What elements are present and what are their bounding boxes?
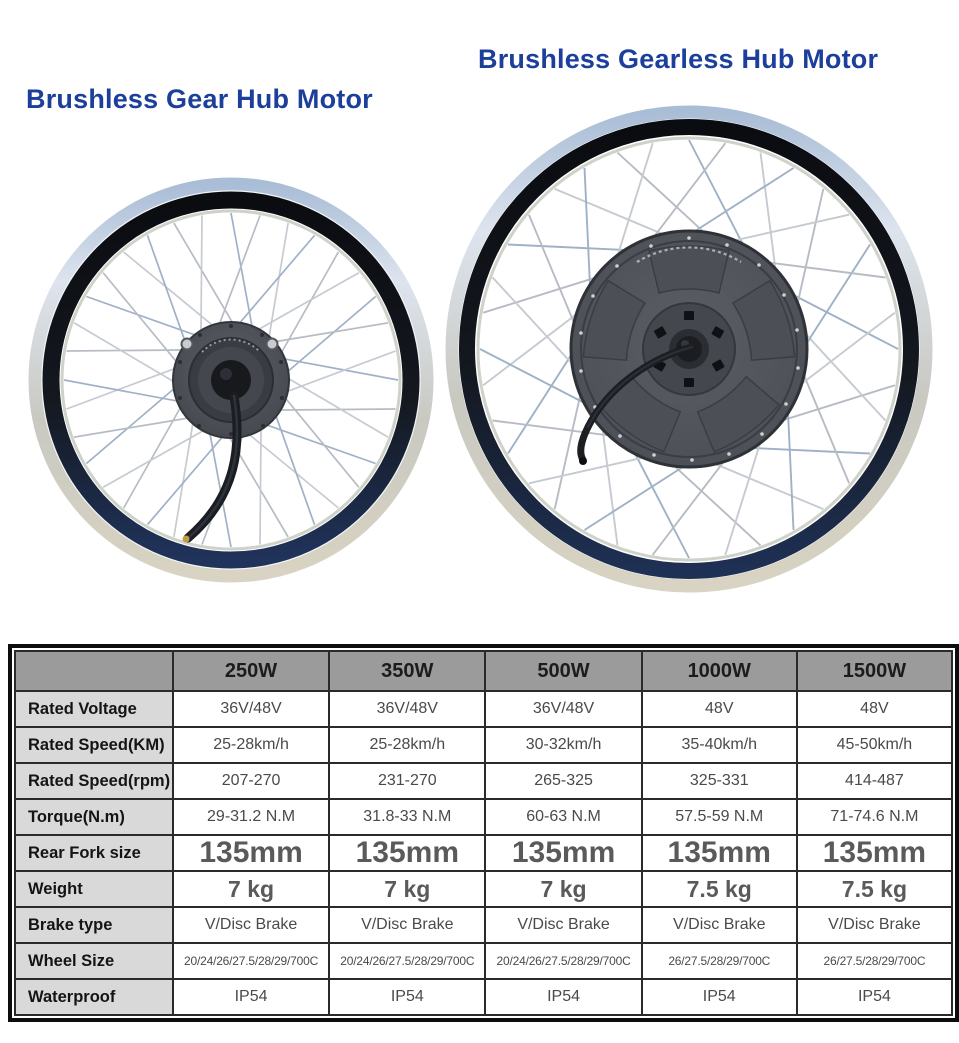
row-label: Brake type [15,907,173,943]
spec-cell: 26/27.5/28/29/700C [642,943,797,979]
spec-cell: V/Disc Brake [173,907,329,943]
spec-cell: 265-325 [485,763,641,799]
row-label: Waterproof [15,979,173,1015]
spec-cell: V/Disc Brake [797,907,952,943]
cable-connector-tip [183,536,190,543]
spec-cell: IP54 [485,979,641,1015]
row-label: Rated Speed(rpm) [15,763,173,799]
spec-cell: 35-40km/h [642,727,797,763]
table-row-rear-fork-size [15,835,952,871]
spec-cell: 325-331 [642,763,797,799]
table-row-wheel-size [15,943,952,979]
table-row-torque [15,799,952,835]
gear-hub-wheel-image [16,176,446,596]
spec-cell: 414-487 [797,763,952,799]
table-row-brake-type [15,907,952,943]
spec-cell: 25-28km/h [329,727,485,763]
spec-cell: V/Disc Brake [642,907,797,943]
spec-cell: 60-63 N.M [485,799,641,835]
spec-cell: 31.8-33 N.M [329,799,485,835]
column-header-1500w: 1500W [797,651,952,691]
spec-cell: 135mm [485,835,641,871]
spec-cell: 231-270 [329,763,485,799]
spec-cell: 25-28km/h [173,727,329,763]
row-label: Weight [15,871,173,907]
header-empty-cell [15,651,173,691]
header-row [15,651,952,691]
row-label: Rated Speed(KM) [15,727,173,763]
row-label: Wheel Size [15,943,173,979]
table-row-rated-voltage [15,691,952,727]
row-label: Torque(N.m) [15,799,173,835]
gear-hub-title: Brushless Gear Hub Motor [26,84,373,114]
spec-cell: IP54 [329,979,485,1015]
spec-cell: 135mm [642,835,797,871]
spec-cell: 7 kg [173,871,329,907]
spec-cell: 57.5-59 N.M [642,799,797,835]
gear-hub-motor [173,322,289,438]
table-row-weight [15,871,952,907]
spec-cell: 135mm [329,835,485,871]
spec-cell: 7.5 kg [797,871,952,907]
spec-cell: IP54 [642,979,797,1015]
spec-cell: 7 kg [485,871,641,907]
spec-cell: 36V/48V [329,691,485,727]
gear-hub-wheel-svg [16,176,446,596]
spec-cell: 20/24/26/27.5/28/29/700C [173,943,329,979]
spec-cell: 71-74.6 N.M [797,799,952,835]
table-row-rated-speed-km [15,727,952,763]
spec-cell: 207-270 [173,763,329,799]
gearless-hub-wheel-svg [437,97,942,602]
column-header-500w: 500W [485,651,641,691]
spec-table [8,644,959,1022]
spec-cell: 36V/48V [173,691,329,727]
spec-cell: 45-50km/h [797,727,952,763]
spec-cell: 20/24/26/27.5/28/29/700C [329,943,485,979]
row-label: Rear Fork size [15,835,173,871]
cable-end [579,457,587,465]
spec-cell: V/Disc Brake [329,907,485,943]
spec-cell: V/Disc Brake [485,907,641,943]
spec-cell: 20/24/26/27.5/28/29/700C [485,943,641,979]
column-header-350w: 350W [329,651,485,691]
spec-cell: 29-31.2 N.M [173,799,329,835]
spec-cell: 135mm [173,835,329,871]
gearless-hub-title: Brushless Gearless Hub Motor [478,44,879,74]
spec-cell: 48V [642,691,797,727]
spec-cell: 30-32km/h [485,727,641,763]
spec-cell: 7.5 kg [642,871,797,907]
spec-cell: 36V/48V [485,691,641,727]
spec-cell: IP54 [173,979,329,1015]
spec-cell: IP54 [797,979,952,1015]
table-row-waterproof [15,979,952,1015]
row-label: Rated Voltage [15,691,173,727]
column-header-1000w: 1000W [642,651,797,691]
table-row-rated-speed-rpm [15,763,952,799]
spec-cell: 135mm [797,835,952,871]
gearless-hub-wheel-image [437,97,942,602]
spec-cell: 7 kg [329,871,485,907]
column-header-250w: 250W [173,651,329,691]
spec-cell: 48V [797,691,952,727]
spec-cell: 26/27.5/28/29/700C [797,943,952,979]
